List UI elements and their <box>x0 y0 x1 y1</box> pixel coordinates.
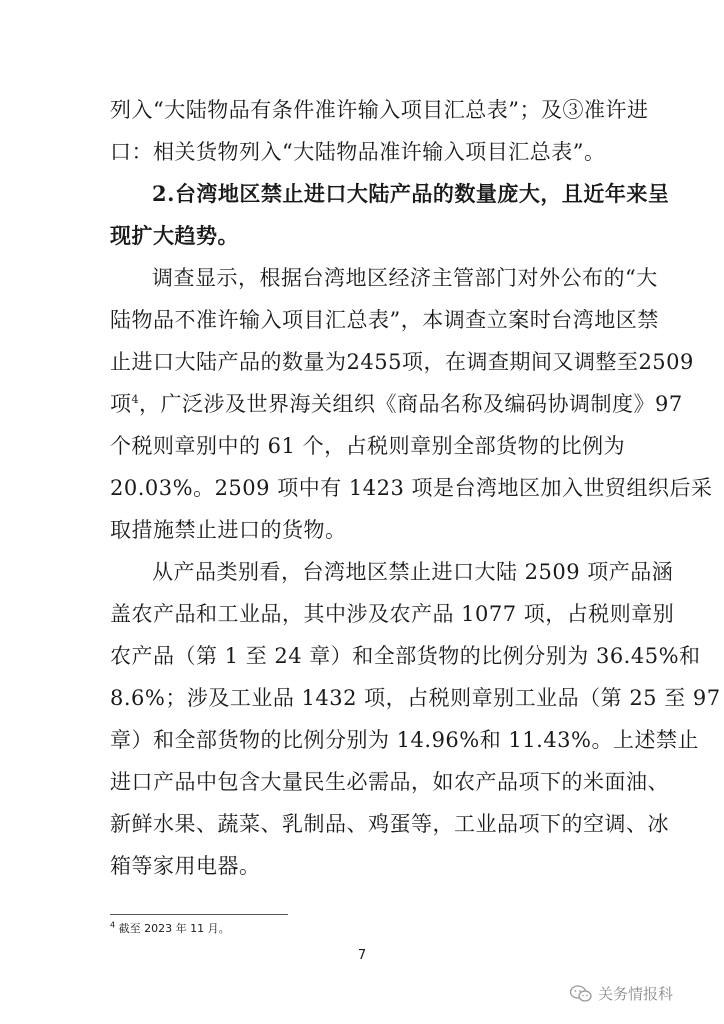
wechat-icon <box>570 985 592 1003</box>
text-line: 章）和全部货物的比例分别为 14.96%和 11.43%。上述禁止 <box>110 728 699 752</box>
footnote-marker: 4 <box>110 920 116 930</box>
footnote-ref: 4 <box>131 393 139 406</box>
text-fragment: 项 <box>110 392 132 416</box>
text-line: 进口产品中包含大量民生必需品，如农产品项下的米面油、 <box>110 770 669 794</box>
text-line: 口：相关货物列入“大陆物品准许输入项目汇总表”。 <box>110 140 606 164</box>
text-fragment: ，广泛涉及世界海关组织《商品名称及编码协调制度》97 <box>139 392 683 416</box>
footnote <box>110 922 230 936</box>
text-line: 陆物品不准许输入项目汇总表”，本调查立案时台湾地区禁 <box>110 308 659 332</box>
text-line: 20.03%。2509 项中有 1423 项是台湾地区加入世贸组织后采 <box>110 476 713 500</box>
text-line: 8.6%；涉及工业品 1432 项，占税则章别工业品（第 25 至 97 <box>110 686 721 710</box>
section-heading: 2.台湾地区禁止进口大陆产品的数量庞大，且近年来呈 <box>152 181 670 206</box>
text-line: 取措施禁止进口的货物。 <box>110 518 347 542</box>
text-line: 个税则章别中的 61 个，占税则章别全部货物的比例为 <box>110 434 626 458</box>
text-line: 调查显示，根据台湾地区经济主管部门对外公布的“大 <box>152 266 658 290</box>
watermark-text: 关务情报科 <box>598 985 674 1003</box>
text-line: 农产品（第 1 至 24 章）和全部货物的比例分别为 36.45%和 <box>110 644 701 668</box>
text-line: 箱等家用电器。 <box>110 854 261 878</box>
text-line: 新鲜水果、蔬菜、乳制品、鸡蛋等，工业品项下的空调、冰 <box>110 812 669 836</box>
footnote-divider <box>110 914 288 915</box>
section-heading: 现扩大趋势。 <box>110 223 239 248</box>
text-line: 盖农产品和工业品，其中涉及农产品 1077 项，占税则章别 <box>110 602 675 626</box>
text-line <box>110 392 683 416</box>
footnote-text: 截至 2023 年 11 月。 <box>118 922 230 935</box>
watermark <box>570 983 673 1004</box>
text-line: 列入“大陆物品有条件准许输入项目汇总表”；及③准许进 <box>110 98 649 122</box>
page-number: 7 <box>357 948 367 963</box>
text-line: 从产品类别看，台湾地区禁止进口大陆 2509 项产品涵 <box>152 560 674 584</box>
text-line: 止进口大陆产品的数量为2455项，在调查期间又调整至2509 <box>110 350 694 374</box>
